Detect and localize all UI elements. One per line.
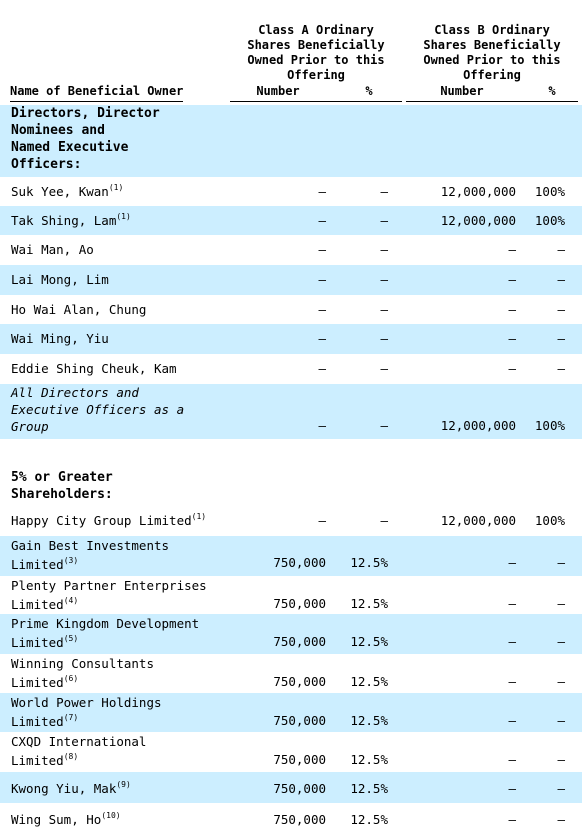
class-b-number: — (508, 361, 516, 376)
class-a-group-label: Class A Ordinary Shares Beneficially Owned Prior to this Offering (247, 23, 385, 82)
class-b-number: — (508, 674, 516, 689)
class-b-number: 12,000,000 (440, 513, 516, 528)
owner-name (11, 536, 169, 574)
owner-name-text: World Power Holdings Limited (11, 695, 162, 729)
table-row (0, 506, 582, 536)
owner-name-text: Wai Ming, Yiu (11, 331, 109, 346)
section-directors-label: Directors, Director Nominees and Named Executive Officers: (11, 106, 160, 172)
owner-name (11, 270, 109, 289)
footnote-ref: (1) (116, 212, 131, 221)
class-a-number: 750,000 (273, 596, 326, 611)
name-column-label: Name of Beneficial Owner (10, 84, 184, 98)
class-a-number: — (318, 513, 326, 528)
class-a-number: — (318, 302, 326, 317)
table-row (0, 654, 582, 693)
class-b-percent: — (557, 812, 565, 827)
table-row (0, 354, 582, 384)
name-column-header (10, 84, 183, 99)
owner-name (11, 211, 131, 230)
class-b-number: — (508, 812, 516, 827)
class-b-number: — (508, 555, 516, 570)
class-a-number: 750,000 (273, 634, 326, 649)
class-b-percent: — (557, 272, 565, 287)
class-a-percent: — (380, 302, 388, 317)
class-b-number: 12,000,000 (440, 213, 516, 228)
class-b-number: — (508, 596, 516, 611)
class-a-percent: 12.5% (350, 674, 388, 689)
class-a-number: — (318, 213, 326, 228)
class-a-number: 750,000 (273, 713, 326, 728)
owner-name-text: Gain Best Investments Limited (11, 538, 170, 572)
number-a-label: Number (256, 84, 300, 98)
table-row (0, 295, 582, 324)
table-row (0, 693, 582, 732)
pct-a-label: % (365, 84, 373, 98)
number-a-column-header (230, 84, 326, 99)
table-row (0, 206, 582, 235)
class-a-percent: — (380, 184, 388, 199)
owner-name (11, 576, 207, 614)
class-a-percent: — (380, 242, 388, 257)
class-b-percent: 100% (534, 513, 565, 528)
owner-name-text: Wai Man, Ao (11, 242, 94, 257)
owner-name-text: CXQD International Limited (11, 734, 147, 768)
pct-b-column-header (526, 84, 578, 99)
owner-name (11, 359, 177, 378)
pct-a-column-header (336, 84, 402, 99)
class-b-percent: — (557, 713, 565, 728)
owner-name (11, 654, 154, 692)
owner-name-text: Eddie Shing Cheuk, Kam (11, 361, 177, 376)
class-b-number: 12,000,000 (440, 418, 516, 433)
class-b-percent: — (557, 555, 565, 570)
table-row (0, 772, 582, 803)
table-row (0, 732, 582, 772)
footnote-ref: (3) (63, 556, 79, 565)
class-b-number: — (508, 302, 516, 317)
footnote-ref: (4) (63, 596, 79, 605)
class-a-number: 750,000 (273, 752, 326, 767)
table-row (0, 384, 582, 439)
class-a-percent: 12.5% (350, 596, 388, 611)
class-b-percent: — (557, 752, 565, 767)
class-b-percent: — (557, 242, 565, 257)
owner-name (11, 614, 199, 652)
table-row (0, 324, 582, 354)
owner-name (11, 693, 162, 731)
class-b-number: — (508, 781, 516, 796)
class-a-percent: 12.5% (350, 634, 388, 649)
class-a-number: 750,000 (273, 555, 326, 570)
owner-name-text: Happy City Group Limited (11, 513, 192, 528)
class-a-percent: — (380, 331, 388, 346)
owner-name (11, 810, 121, 829)
class-a-number: — (318, 242, 326, 257)
class-a-number: 750,000 (273, 674, 326, 689)
footnote-ref: (7) (63, 713, 79, 722)
class-b-group-label: Class B Ordinary Shares Beneficially Owned Prior to this Offering (423, 23, 561, 82)
class-a-percent: — (380, 361, 388, 376)
table-row (0, 177, 582, 206)
class-b-number: — (508, 242, 516, 257)
footnote-ref: (9) (116, 780, 131, 789)
class-b-percent: — (557, 331, 565, 346)
section-shareholders (0, 468, 582, 506)
class-a-percent: 12.5% (350, 781, 388, 796)
footnote-ref: (5) (63, 634, 79, 643)
class-a-number: — (318, 272, 326, 287)
class-b-number: 12,000,000 (440, 184, 516, 199)
class-b-number: — (508, 713, 516, 728)
footnote-ref: (1) (108, 183, 124, 192)
class-a-percent: — (380, 213, 388, 228)
class-a-percent: 12.5% (350, 752, 388, 767)
class-a-percent: — (380, 513, 388, 528)
owner-name (11, 240, 94, 259)
class-a-percent: 12.5% (350, 713, 388, 728)
owner-name-text: Wing Sum, Ho (11, 812, 102, 827)
class-b-percent: 100% (534, 418, 565, 433)
class-b-number: — (508, 331, 516, 346)
table-row (0, 576, 582, 614)
class-a-percent: 12.5% (350, 812, 388, 827)
class-b-number: — (508, 634, 516, 649)
class-a-number: 750,000 (273, 812, 326, 827)
class-b-percent: — (557, 781, 565, 796)
footnote-ref: (1) (191, 512, 207, 521)
owner-name-text: Plenty Partner Enterprises Limited (11, 578, 207, 612)
class-b-percent: — (557, 674, 565, 689)
owner-name-text: Ho Wai Alan, Chung (11, 302, 147, 317)
owner-name-text: Winning Consultants Limited (11, 656, 154, 690)
class-b-percent: — (557, 596, 565, 611)
section-directors (0, 105, 582, 177)
table-row (0, 265, 582, 295)
owner-name-text: Tak Shing, Lam (11, 213, 117, 228)
class-a-percent: — (380, 272, 388, 287)
class-b-percent: — (557, 634, 565, 649)
owner-name (11, 732, 146, 770)
class-a-number: — (318, 418, 326, 433)
class-b-percent: — (557, 302, 565, 317)
class-a-number: — (318, 184, 326, 199)
class-a-number: — (318, 361, 326, 376)
class-a-percent: — (380, 418, 388, 433)
footnote-ref: (6) (63, 674, 79, 683)
table-row (0, 614, 582, 654)
footnote-ref: (10) (101, 811, 121, 820)
owner-name-text: Lai Mong, Lim (11, 272, 109, 287)
owner-name-text: Suk Yee, Kwan (11, 184, 109, 199)
footnote-ref: (8) (63, 752, 79, 761)
owner-name (11, 300, 146, 319)
number-b-label: Number (440, 84, 484, 98)
owner-name (11, 779, 131, 798)
class-a-percent: 12.5% (350, 555, 388, 570)
owner-name (11, 384, 184, 435)
pct-b-label: % (548, 84, 556, 98)
class-b-percent: 100% (534, 184, 565, 199)
section-shareholders-label: 5% or Greater Shareholders: (11, 470, 113, 502)
class-b-number: — (508, 752, 516, 767)
table-row (0, 235, 582, 265)
table-row (0, 536, 582, 576)
owner-name (11, 511, 206, 530)
owner-name-text: Prime Kingdom Development Limited (11, 616, 200, 650)
owner-name-text: Kwong Yiu, Mak (11, 781, 117, 796)
class-a-number: — (318, 331, 326, 346)
class-b-percent: — (557, 361, 565, 376)
table-row (0, 803, 582, 834)
owner-name (11, 329, 109, 348)
class-b-percent: 100% (534, 213, 565, 228)
class-b-number: — (508, 272, 516, 287)
owner-name-text: All Directors and Executive Officers as a Group (11, 385, 185, 434)
class-a-number: 750,000 (273, 781, 326, 796)
number-b-column-header (406, 84, 518, 99)
owner-name (11, 182, 123, 201)
